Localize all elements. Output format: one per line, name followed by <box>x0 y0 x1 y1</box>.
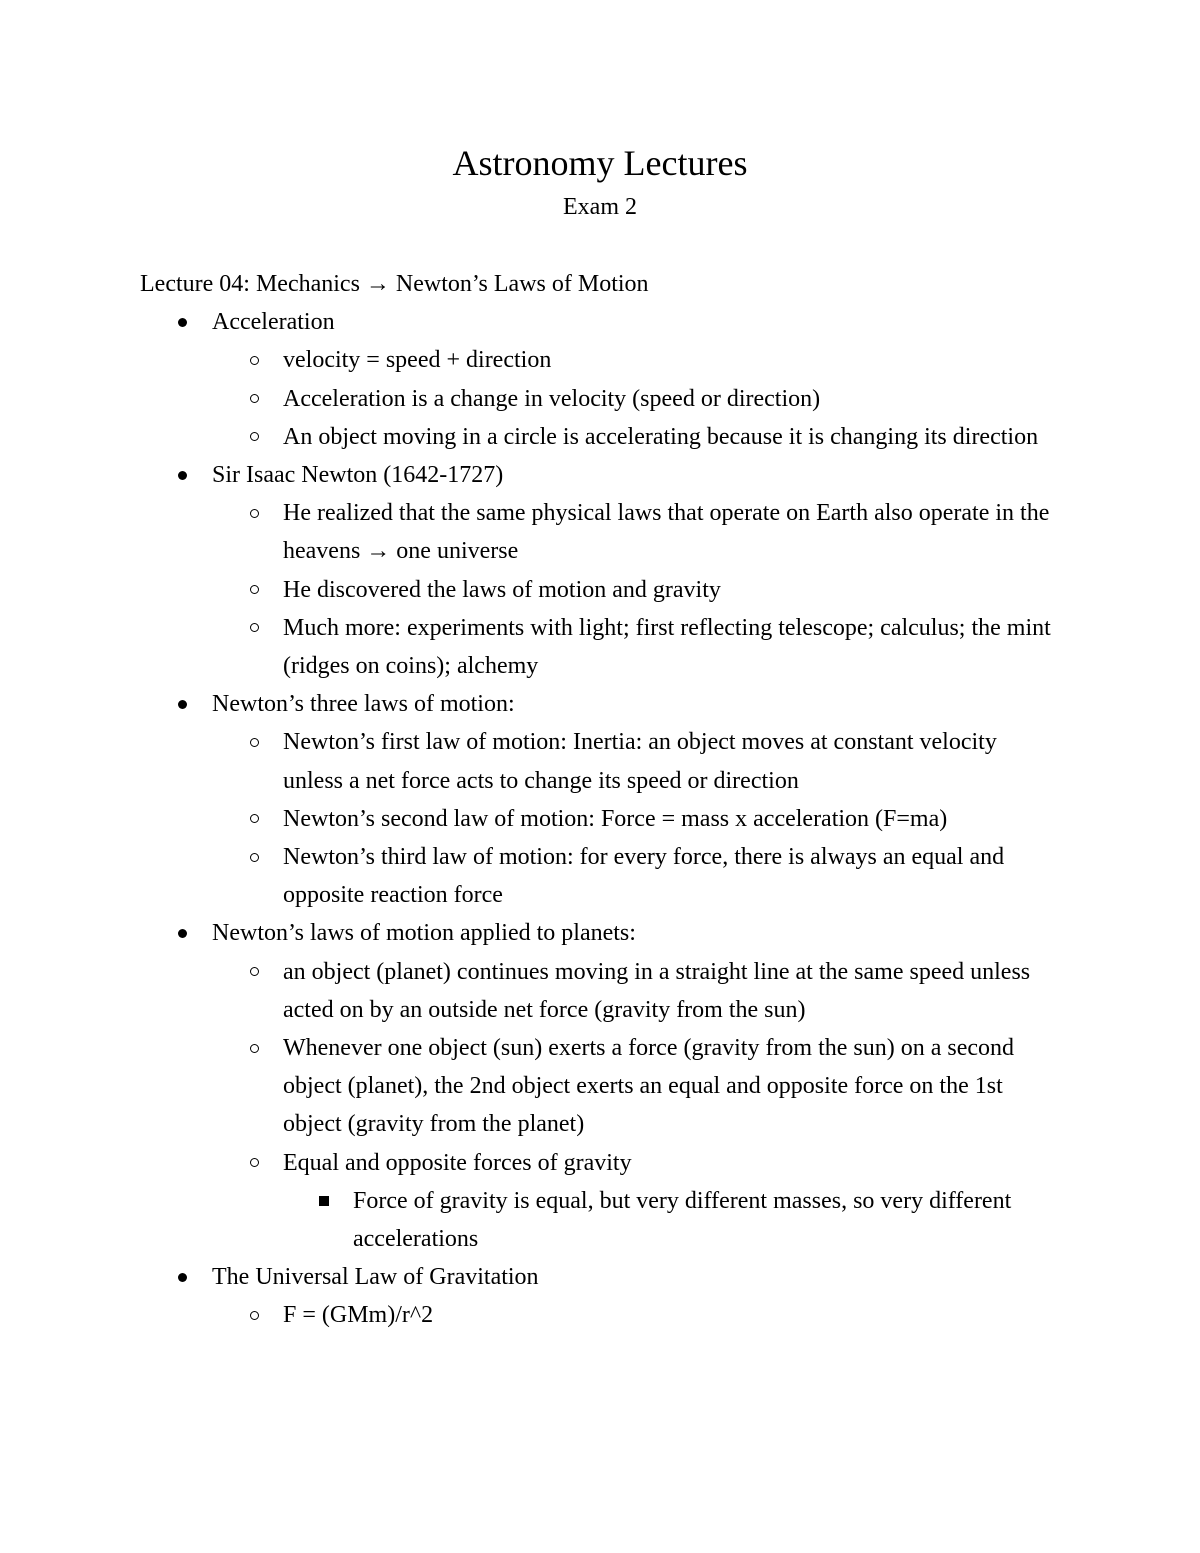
note-text: Newton’s first law of motion: Inertia: an object moves at constant velocity unless a net force acts to change its speed or direction <box>283 729 997 794</box>
sub-note-text: Force of gravity is equal, but very different masses, so very different accelerations <box>353 1187 1012 1253</box>
note-text: Much more: experiments with light; first reflecting telescope; calculus; the mint (ridges on coins); alchemy <box>283 614 1051 680</box>
note-item <box>140 838 1060 914</box>
note-text: F = (GMm)/r^2 <box>283 1302 434 1329</box>
note-text: An object moving in a circle is accelerating because it is changing its direction <box>283 423 1039 450</box>
note-item <box>140 723 1060 799</box>
filled-bullet-icon <box>172 685 192 723</box>
lecture-heading: Lecture 04: Mechanics → Newton’s Laws of Motion <box>140 271 649 297</box>
hollow-bullet-icon <box>244 1296 264 1334</box>
hollow-bullet-icon <box>244 494 264 532</box>
note-text: Whenever one object (sun) exerts a force (gravity from the sun) on a second object (planet), the 2nd object exerts an equal and opposite force on the 1st object (gravity from the planet) <box>283 1035 1015 1138</box>
hollow-bullet-icon <box>244 341 264 379</box>
note-item <box>140 1144 1060 1182</box>
topic-label: Acceleration <box>212 309 335 336</box>
sub-note-item <box>140 1182 1060 1258</box>
note-item <box>140 380 1060 418</box>
filled-bullet-icon <box>172 914 192 952</box>
filled-bullet-icon <box>172 456 192 494</box>
hollow-bullet-icon <box>244 953 264 991</box>
square-bullet-icon <box>314 1182 334 1220</box>
topic-list <box>140 303 1060 1334</box>
lecture-notes <box>140 265 1060 1335</box>
note-text: Equal and opposite forces of gravity <box>283 1149 632 1176</box>
note-text: He discovered the laws of motion and gravity <box>283 576 721 603</box>
note-item <box>140 418 1060 456</box>
note-item <box>140 341 1060 379</box>
note-item <box>140 1296 1060 1334</box>
hollow-bullet-icon <box>244 571 264 609</box>
topic-item <box>140 685 1060 723</box>
note-text: Newton’s third law of motion: for every force, there is always an equal and opposite reaction force <box>283 844 1005 909</box>
document-subtitle: Exam 2 <box>563 194 637 220</box>
note-text: Newton’s second law of motion: Force = mass x acceleration (F=ma) <box>283 805 948 832</box>
note-item <box>140 800 1060 838</box>
hollow-bullet-icon <box>244 838 264 876</box>
hollow-bullet-icon <box>244 1029 264 1067</box>
hollow-bullet-icon <box>244 1144 264 1182</box>
topic-label: Sir Isaac Newton (1642-1727) <box>212 462 504 489</box>
note-text: Acceleration is a change in velocity (speed or direction) <box>283 385 821 412</box>
hollow-bullet-icon <box>244 723 264 761</box>
note-text: velocity = speed + direction <box>283 347 552 374</box>
topic-item <box>140 1258 1060 1296</box>
topic-label: The Universal Law of Gravitation <box>212 1264 539 1291</box>
topic-item <box>140 914 1060 952</box>
filled-bullet-icon <box>172 1258 192 1296</box>
hollow-bullet-icon <box>244 609 264 647</box>
topic-item <box>140 456 1060 494</box>
hollow-bullet-icon <box>244 418 264 456</box>
note-item <box>140 953 1060 1029</box>
hollow-bullet-icon <box>244 800 264 838</box>
topic-label: Newton’s laws of motion applied to planets: <box>212 920 636 947</box>
note-text: He realized that the same physical laws that operate on Earth also operate in the heavens → one universe <box>283 500 1050 565</box>
document-title: Astronomy Lectures <box>452 143 748 183</box>
note-text: an object (planet) continues moving in a straight line at the same speed unless acted on by an outside net force (gravity from the sun) <box>283 958 1031 1023</box>
note-item <box>140 1029 1060 1144</box>
topic-item <box>140 303 1060 341</box>
note-item <box>140 609 1060 685</box>
hollow-bullet-icon <box>244 380 264 418</box>
topic-label: Newton’s three laws of motion: <box>212 691 515 718</box>
note-item <box>140 494 1060 570</box>
filled-bullet-icon <box>172 303 192 341</box>
note-item <box>140 571 1060 609</box>
